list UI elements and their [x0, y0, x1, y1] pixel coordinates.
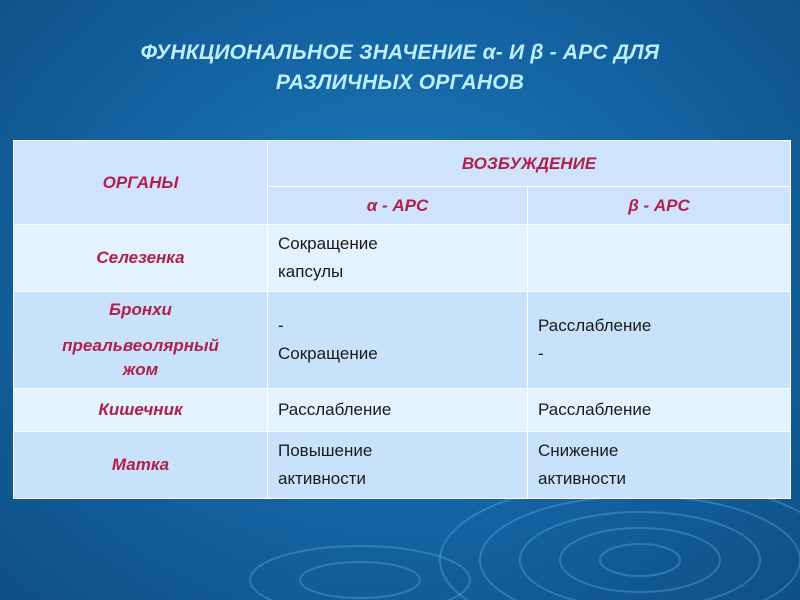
- cell-line: -: [278, 316, 284, 335]
- cell-line: Снижение: [538, 441, 619, 460]
- cell-line: Сокращение: [278, 234, 378, 253]
- cell-line: жом: [122, 360, 159, 379]
- cell-line: Сокращение: [278, 344, 378, 363]
- cell-line: -: [538, 344, 544, 363]
- header-organs: ОРГАНЫ: [14, 141, 268, 225]
- alpha-cell: [268, 292, 528, 389]
- beta-cell: [528, 225, 791, 292]
- cell-line: Повышение: [278, 441, 373, 460]
- cell-line: капсулы: [278, 262, 344, 281]
- cell-line: Расслабление: [538, 316, 652, 335]
- beta-cell: Расслабление: [528, 389, 791, 432]
- slide-title-line2: РАЗЛИЧНЫХ ОРГАНОВ: [275, 71, 525, 94]
- beta-cell: [528, 292, 791, 389]
- table-row: [14, 292, 791, 389]
- slide-title: [40, 38, 760, 98]
- alpha-cell: [268, 225, 528, 292]
- organ-cell: Кишечник: [14, 389, 268, 432]
- organ-cell: [14, 292, 268, 389]
- alpha-cell: Расслабление: [268, 389, 528, 432]
- beta-cell: [528, 432, 791, 499]
- cell-line: Бронхи: [109, 300, 172, 319]
- header-alpha-ars: α - АРС: [268, 187, 528, 225]
- cell-line: активности: [278, 469, 367, 488]
- receptor-table: [13, 140, 791, 499]
- alpha-cell: [268, 432, 528, 499]
- table-row: [14, 389, 791, 432]
- cell-line: активности: [538, 469, 627, 488]
- organ-cell: Селезенка: [14, 225, 268, 292]
- table-row: [14, 225, 791, 292]
- slide-title-line1: ФУНКЦИОНАЛЬНОЕ ЗНАЧЕНИЕ α- И β - АРС ДЛЯ: [140, 41, 660, 64]
- cell-line: преальвеолярный: [62, 336, 219, 355]
- table-row: [14, 432, 791, 499]
- organ-cell: Матка: [14, 432, 268, 499]
- header-beta-ars: β - АРС: [528, 187, 791, 225]
- header-excitation: ВОЗБУЖДЕНИЕ: [268, 141, 791, 187]
